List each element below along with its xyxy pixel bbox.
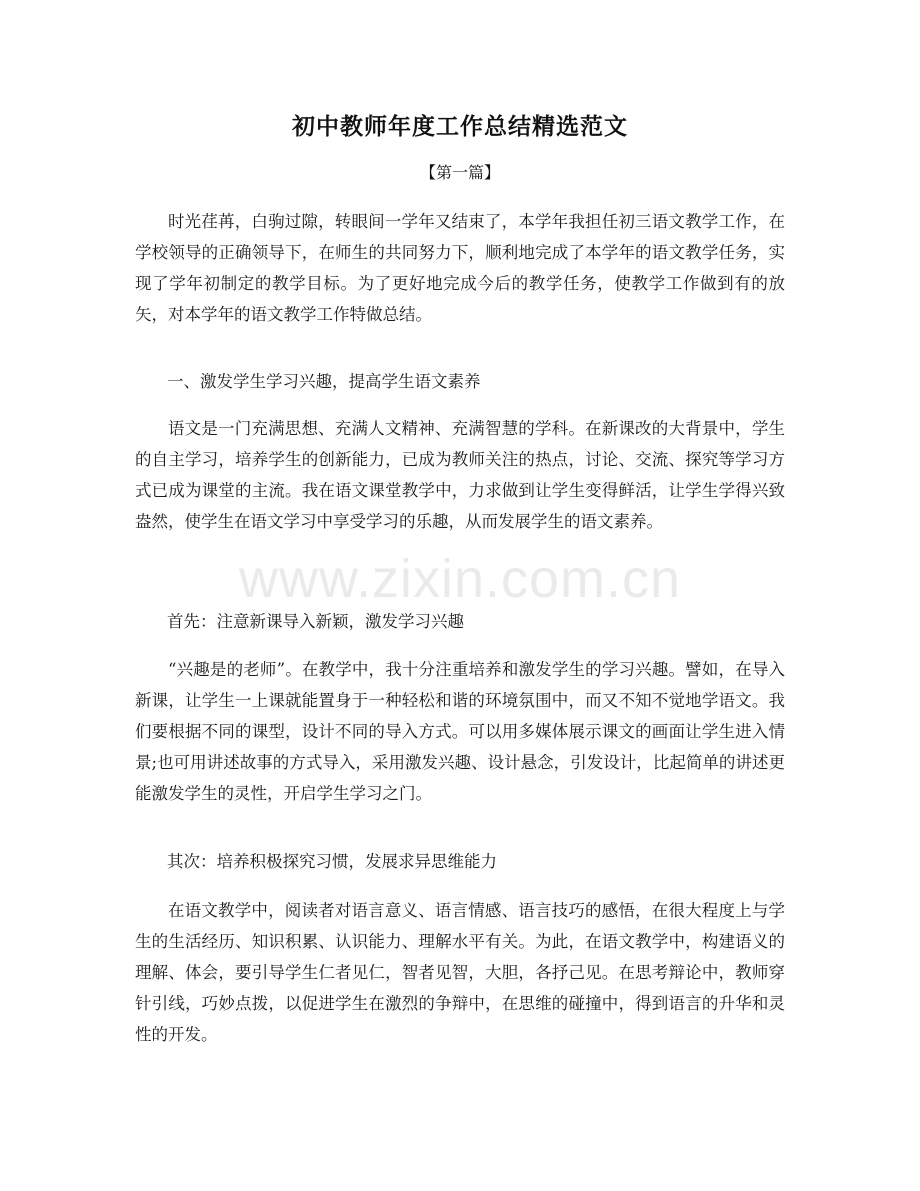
watermark: www.zixin.com.cn	[238, 549, 682, 609]
section-heading-2: 首先：注意新课导入新颖，激发学习兴趣	[167, 612, 464, 631]
paragraph-2: “兴趣是的老师”。在教学中，我十分注重培养和激发学生的学习兴趣。譬如，在导入新课，让学生一上课就能置身于一种轻松和谐的环境氛围中，而又不知不觉地学语文。我们要根据不同的课型，设计不同的导入方式。可以用多媒体展示课文的画面让学生进入情景;也可用讲述故事的方式导入，采用激发兴趣、设计悬念，引发设计，比起简单的讲述更能激发学生的灵性，开启学生学习之门。	[135, 660, 785, 803]
page-title: 初中教师年度工作总结精选范文	[292, 113, 628, 140]
paragraph-1: 语文是一门充满思想、充满人文精神、充满智慧的学科。在新课改的大背景中，学生的自主学习，培养学生的创新能力，已成为教师关注的热点，讨论、交流、探究等学习方式已成为课堂的主流。我在语文课堂教学中，力求做到让学生变得鲜活，让学生学得兴致盎然，使学生在语文学习中享受学习的乐趣，从而发展学生的语文素养。	[135, 419, 785, 531]
paragraph-3-block	[135, 895, 785, 1050]
intro-paragraph-block	[135, 206, 785, 330]
intro-paragraph: 时光荏苒，白驹过隙，转眼间一学年又结束了，本学年我担任初三语文教学工作，在学校领导的正确领导下，在师生的共同努力下，顺利地完成了本学年的语文教学任务，实现了学年初制定的教学目标。为了更好地完成今后的教学任务，使教学工作做到有的放矢，对本学年的语文教学工作特做总结。	[135, 212, 785, 324]
section-heading-3: 其次：培养积极探究习惯，发展求异思维能力	[167, 852, 497, 871]
paragraph-2-block	[135, 654, 785, 809]
section-label: 【第一篇】	[419, 163, 500, 182]
section-heading-1: 一、激发学生学习兴趣，提高学生语文素养	[167, 372, 481, 391]
paragraph-3: 在语文教学中，阅读者对语言意义、语言情感、语言技巧的感悟，在很大程度上与学生的生活经历、知识积累、认识能力、理解水平有关。为此，在语文教学中，构建语义的理解、体会，要引导学生仁者见仁，智者见智，大胆，各抒己见。在思考辩论中，教师穿针引线，巧妙点拨，以促进学生在激烈的争辩中，在思维的碰撞中，得到语言的升华和灵性的开发。	[135, 901, 785, 1044]
paragraph-1-block	[135, 413, 785, 537]
